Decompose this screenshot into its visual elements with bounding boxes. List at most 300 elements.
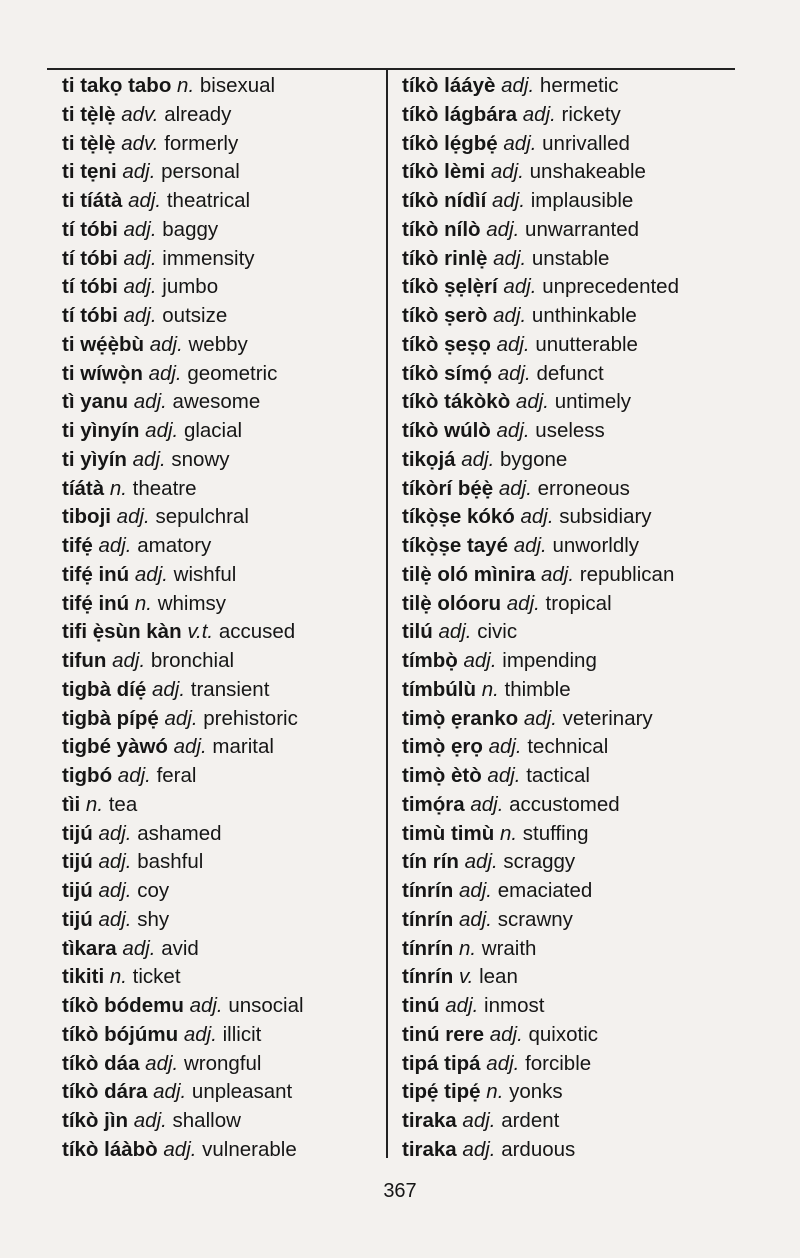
entry-gloss: thimble [504,677,571,701]
entry-headword: tíkò nílò [402,217,481,241]
entry-part-of-speech: adj. [123,246,157,270]
entry-gloss: wraith [481,936,537,960]
entry-part-of-speech: adj. [503,131,537,155]
entry-headword: tigbé yàwó [62,735,168,759]
entry-part-of-speech: adj. [134,562,168,586]
entry-headword: ti takọ tabo [62,74,172,97]
entry-part-of-speech: adj. [513,534,547,557]
entry-headword: tímbúlù [402,677,477,701]
entry-gloss: untimely [554,390,632,414]
entry-headword: tíkò ṣeṣọ [402,332,491,356]
entry-gloss: already [164,102,232,126]
entry-headword: tímbọ̀ [402,649,458,672]
entry-gloss: outsize [162,304,228,327]
dictionary-entry [62,762,382,791]
entry-headword: tíkò láàbò [62,1137,158,1161]
entry-part-of-speech: n. [481,677,499,701]
dictionary-entry [402,992,742,1021]
entry-gloss: subsidiary [559,505,652,529]
dictionary-entry [402,590,742,619]
dictionary-entry [62,992,382,1021]
entry-gloss: implausible [530,189,634,212]
entry-headword: tíkò lẹ́gbẹ́ [402,131,498,155]
right-column [402,72,742,1165]
entry-gloss: unstable [531,246,610,270]
entry-part-of-speech: adj. [486,217,520,241]
dictionary-entry [402,331,742,360]
entry-gloss: civic [477,620,518,644]
dictionary-entry [402,791,742,820]
entry-part-of-speech: v. [458,965,474,989]
entry-headword: ti yìnyín [62,419,140,442]
entry-part-of-speech: adj. [501,74,535,97]
entry-gloss: hermetic [539,74,619,97]
entry-headword: tikọjá [402,447,456,471]
entry-gloss: shallow [172,1109,241,1132]
entry-headword: tifẹ́ [62,534,93,557]
entry-part-of-speech: adj. [496,332,530,356]
entry-gloss: tropical [545,591,612,615]
entry-gloss: rickety [561,102,621,126]
entry-part-of-speech: adj. [438,620,472,644]
entry-headword: ti yìyín [62,447,127,471]
entry-gloss: ticket [132,965,181,989]
entry-headword: tíkò nídìí [402,189,487,212]
entry-headword: tijú [62,907,93,931]
entry-headword: tilú [402,620,433,644]
entry-headword: ti tẹ̀lẹ̀ [62,131,116,155]
dictionary-entry [62,273,382,302]
entry-headword: tigbà díẹ́ [62,677,147,701]
entry-headword: tínrín [402,907,454,931]
entry-gloss: accused [218,620,296,644]
entry-part-of-speech: adv. [121,131,159,155]
entry-headword: tìi [62,792,81,816]
entry-part-of-speech: adj. [488,735,522,759]
dictionary-entry [62,475,382,504]
entry-gloss: unsocial [228,994,304,1017]
entry-part-of-speech: adj. [489,1022,523,1046]
dictionary-entry [402,705,742,734]
entry-gloss: sepulchral [155,505,249,529]
entry-part-of-speech: adj. [461,447,495,471]
dictionary-entry [62,561,382,590]
entry-part-of-speech: adj. [462,1137,496,1161]
dictionary-entry [402,475,742,504]
entry-gloss: lean [479,965,518,989]
dictionary-entry [62,1136,382,1165]
dictionary-entry [402,130,742,159]
entry-part-of-speech: n. [109,476,127,500]
entry-headword: ti tẹni [62,160,117,184]
entry-headword: tíkò ṣẹlẹ̀rí [402,275,498,299]
dictionary-entry [402,302,742,331]
entry-part-of-speech: adj. [506,591,540,615]
entry-part-of-speech: adj. [128,189,162,212]
entry-headword: tíkò lágbára [402,102,518,126]
entry-part-of-speech: adj. [493,304,527,327]
dictionary-entry [402,446,742,475]
entry-headword: ti wíwọ̀n [62,361,143,385]
entry-headword: timọ̀ ẹrọ [402,735,483,759]
entry-headword: tiraka [402,1137,457,1161]
entry-headword: tijú [62,821,93,845]
entry-part-of-speech: adj. [173,735,207,759]
entry-gloss: scraggy [503,850,576,874]
entry-headword: tíkò símọ́ [402,361,492,385]
entry-headword: tínrín [402,936,454,960]
entry-gloss: bisexual [199,74,276,97]
dictionary-entry [62,446,382,475]
entry-part-of-speech: n. [134,591,152,615]
entry-gloss: personal [161,160,240,184]
entry-part-of-speech: adj. [522,102,556,126]
entry-part-of-speech: adj. [445,994,479,1017]
entry-part-of-speech: adj. [148,361,182,385]
entry-gloss: unshakeable [529,160,646,184]
dictionary-entry [402,1050,742,1079]
entry-headword: tíkò ṣerò [402,304,488,327]
entry-gloss: ashamed [137,821,222,845]
entry-part-of-speech: adj. [462,1109,496,1132]
entry-part-of-speech: n. [486,1080,504,1104]
entry-headword: tìkara [62,936,117,960]
entry-gloss: bronchial [150,649,235,672]
entry-headword: tifẹ́ inú [62,562,130,586]
entry-gloss: unwarranted [525,217,640,241]
dictionary-entry [402,158,742,187]
dictionary-entry [62,216,382,245]
dictionary-entry [62,1050,382,1079]
entry-gloss: theatrical [166,189,251,212]
entry-part-of-speech: adj. [458,907,493,931]
entry-gloss: vulnerable [202,1137,297,1161]
entry-headword: tíkò bójúmu [62,1022,179,1046]
entry-gloss: jumbo [162,275,219,299]
entry-gloss: snowy [171,447,230,471]
dictionary-entry [402,360,742,389]
entry-part-of-speech: adj. [123,275,157,299]
entry-part-of-speech: n. [109,965,127,989]
entry-headword: tikiti [62,965,105,989]
entry-headword: tíátà [62,476,105,500]
entry-part-of-speech: adj. [133,390,167,414]
entry-part-of-speech: adj. [515,390,549,414]
entry-headword: tíkò dáa [62,1051,140,1075]
dictionary-entry [62,935,382,964]
entry-gloss: unworldly [552,534,640,557]
entry-headword: tipẹ́ tipẹ́ [402,1080,481,1104]
dictionary-entry [402,273,742,302]
entry-part-of-speech: adj. [491,189,526,212]
dictionary-entry [402,187,742,216]
entry-part-of-speech: adj. [458,879,493,902]
dictionary-entry [62,590,382,619]
dictionary-entry [62,331,382,360]
entry-part-of-speech: adj. [123,217,157,241]
entry-headword: tijú [62,879,93,902]
entry-gloss: avid [161,936,199,960]
entry-gloss: emaciated [497,879,593,902]
entry-gloss: tea [108,792,138,816]
entry-headword: timọ̀ ẹranko [402,706,519,730]
entry-part-of-speech: adj. [122,160,156,184]
dictionary-entry [62,1021,382,1050]
entry-gloss: webby [188,332,248,356]
dictionary-entry [62,72,382,101]
entry-part-of-speech: adj. [496,419,530,442]
dictionary-entry [402,762,742,791]
entry-headword: tíkò lèmi [402,160,486,184]
dictionary-entry [402,1078,742,1107]
entry-headword: tipá tipá [402,1051,481,1075]
entry-part-of-speech: adj. [493,246,527,270]
dictionary-entry [402,676,742,705]
entry-part-of-speech: adj. [463,649,497,672]
entry-part-of-speech: adj. [122,936,156,960]
entry-part-of-speech: adj. [98,879,132,902]
dictionary-entry [62,733,382,762]
entry-part-of-speech: adj. [498,476,532,500]
dictionary-entry [402,72,742,101]
entry-gloss: illicit [222,1022,262,1046]
dictionary-entry [62,503,382,532]
dictionary-entry [402,101,742,130]
dictionary-entry [402,906,742,935]
entry-part-of-speech: adj. [112,649,146,672]
entry-gloss: bygone [500,447,568,471]
entry-part-of-speech: adj. [152,677,186,701]
entry-gloss: formerly [164,131,239,155]
entry-gloss: awesome [172,390,261,414]
entry-gloss: feral [156,764,197,787]
entry-headword: tíkọ̀ṣe kókó [402,505,515,529]
entry-headword: tigbà pípẹ́ [62,706,159,730]
dictionary-entry [62,130,382,159]
entry-gloss: theatre [132,476,197,500]
entry-gloss: scrawny [497,907,573,931]
dictionary-entry [62,963,382,992]
entry-part-of-speech: n. [458,936,477,960]
dictionary-entry [402,1136,742,1165]
entry-part-of-speech: adj. [98,821,132,845]
dictionary-entry [402,503,742,532]
entry-headword: ti tíátà [62,189,123,212]
entry-headword: tiraka [402,1109,457,1132]
entry-gloss: stuffing [522,821,589,845]
entry-headword: tínrín [402,879,454,902]
entry-gloss: wrongful [183,1051,262,1075]
dictionary-entry [402,1107,742,1136]
entry-gloss: bashful [137,850,204,874]
entry-headword: tinú rere [402,1022,485,1046]
entry-headword: tín rín [402,850,459,874]
dictionary-entry [402,820,742,849]
dictionary-entry [402,877,742,906]
entry-headword: tíkò rinlẹ̀ [402,246,488,270]
top-rule [47,68,735,70]
entry-part-of-speech: adj. [486,1051,520,1075]
entry-headword: timù timù [402,821,495,845]
entry-part-of-speech: n. [177,74,195,97]
dictionary-entry [402,388,742,417]
entry-gloss: glacial [183,419,243,442]
entry-headword: tíkò lááyè [402,74,496,97]
dictionary-entry [62,676,382,705]
dictionary-entry [62,417,382,446]
dictionary-entry [62,101,382,130]
dictionary-entry [402,963,742,992]
dictionary-entry [62,848,382,877]
dictionary-entry [402,216,742,245]
entry-part-of-speech: adv. [121,102,159,126]
entry-gloss: arduous [501,1137,576,1161]
dictionary-entry [62,360,382,389]
entry-gloss: republican [579,562,675,586]
entry-headword: tínrín [402,965,454,989]
dictionary-entry [62,1107,382,1136]
entry-gloss: forcible [525,1051,592,1075]
entry-part-of-speech: adj. [116,505,150,529]
dictionary-entry [62,302,382,331]
entry-headword: tiboji [62,505,111,529]
dictionary-entry [402,532,742,561]
entry-gloss: geometric [187,361,278,385]
entry-headword: timọ̀ ètò [402,764,482,787]
entry-headword: tíkò tákòkò [402,390,511,414]
entry-headword: tifun [62,649,107,672]
entry-gloss: inmost [484,994,545,1017]
dictionary-entry [62,158,382,187]
entry-gloss: baggy [162,217,219,241]
entry-headword: tigbó [62,764,113,787]
entry-gloss: yonks [509,1080,563,1104]
entry-part-of-speech: adj. [164,706,198,730]
entry-part-of-speech: n. [499,821,518,845]
entry-part-of-speech: n. [85,792,104,816]
dictionary-entry [402,561,742,590]
entry-gloss: unthinkable [531,304,637,327]
dictionary-entry [62,705,382,734]
entry-headword: tíkò bódemu [62,994,184,1017]
entry-part-of-speech: adj. [183,1022,217,1046]
entry-part-of-speech: adj. [464,850,498,874]
entry-part-of-speech: adj. [503,275,537,299]
entry-part-of-speech: adj. [490,160,524,184]
entry-gloss: accustomed [509,792,620,816]
entry-gloss: defunct [536,361,604,385]
entry-part-of-speech: adj. [163,1137,197,1161]
entry-part-of-speech: adj. [520,505,554,529]
entry-headword: tijú [62,850,93,874]
entry-headword: timọ́ra [402,792,465,816]
dictionary-entry [62,245,382,274]
dictionary-entry [402,935,742,964]
entry-part-of-speech: adj. [133,1109,167,1132]
entry-part-of-speech: adj. [540,562,575,586]
entry-part-of-speech: adj. [470,792,504,816]
entry-gloss: unpleasant [191,1080,293,1104]
entry-part-of-speech: adj. [497,361,531,385]
entry-headword: tíkọ̀ṣe tayé [402,534,508,557]
entry-gloss: coy [137,879,170,902]
entry-gloss: tactical [526,764,590,787]
entry-gloss: wishful [173,562,237,586]
entry-gloss: unrivalled [542,131,630,155]
dictionary-entry [62,791,382,820]
entry-part-of-speech: adj. [98,534,132,557]
entry-gloss: shy [137,907,170,931]
entry-headword: tíkò dára [62,1080,148,1104]
entry-part-of-speech: adj. [153,1080,187,1104]
entry-gloss: useless [535,419,605,442]
entry-headword: tíkò jìn [62,1109,129,1132]
entry-part-of-speech: adj. [117,764,151,787]
dictionary-entry [62,532,382,561]
entry-gloss: prehistoric [203,706,298,730]
entry-part-of-speech: adj. [189,994,223,1017]
entry-part-of-speech: adj. [149,332,183,356]
entry-gloss: quixotic [528,1022,599,1046]
entry-headword: tifẹ́ inú [62,591,130,615]
entry-gloss: immensity [162,246,255,270]
entry-headword: tí tóbi [62,246,118,270]
dictionary-entry [62,820,382,849]
page-number: 367 [383,1180,417,1202]
entry-headword: tí tóbi [62,217,118,241]
entry-headword: tilẹ̀ olóoru [402,591,502,615]
entry-headword: tinú [402,994,440,1017]
entry-headword: tí tóbi [62,304,118,327]
entry-headword: tíkòrí bẹ́ẹ̀ [402,476,494,500]
dictionary-entry [402,647,742,676]
entry-headword: tilẹ̀ oló mìnira [402,562,536,586]
dictionary-entry [402,1021,742,1050]
entry-headword: tifi ẹ̀sùn kàn [62,620,182,644]
dictionary-entry [62,388,382,417]
entry-headword: tíkò wúlò [402,419,491,442]
entry-part-of-speech: adj. [98,907,132,931]
entry-gloss: transient [190,677,270,701]
entry-gloss: whimsy [157,591,227,615]
entry-gloss: technical [527,735,609,759]
entry-headword: ti wẹ́ẹ̀bù [62,332,145,356]
entry-part-of-speech: adj. [145,419,179,442]
entry-headword: tí tóbi [62,275,118,299]
entry-part-of-speech: adj. [98,850,132,874]
left-column [62,72,382,1165]
entry-headword: ti tẹ̀lẹ̀ [62,102,116,126]
entry-gloss: unprecedented [542,275,679,299]
dictionary-entry [62,647,382,676]
dictionary-entry [402,733,742,762]
entry-gloss: amatory [137,534,212,557]
entry-part-of-speech: adj. [523,706,557,730]
entry-part-of-speech: v.t. [187,620,214,644]
dictionary-entry [62,187,382,216]
entry-headword: tì yanu [62,390,129,414]
column-divider [386,70,388,1158]
dictionary-entry [402,417,742,446]
dictionary-entry [62,618,382,647]
entry-gloss: erroneous [537,476,630,500]
entry-part-of-speech: adj. [145,1051,179,1075]
entry-part-of-speech: adj. [123,304,157,327]
entry-part-of-speech: adj. [132,447,166,471]
dictionary-entry [62,906,382,935]
entry-gloss: impending [502,649,597,672]
entry-part-of-speech: adj. [487,764,521,787]
